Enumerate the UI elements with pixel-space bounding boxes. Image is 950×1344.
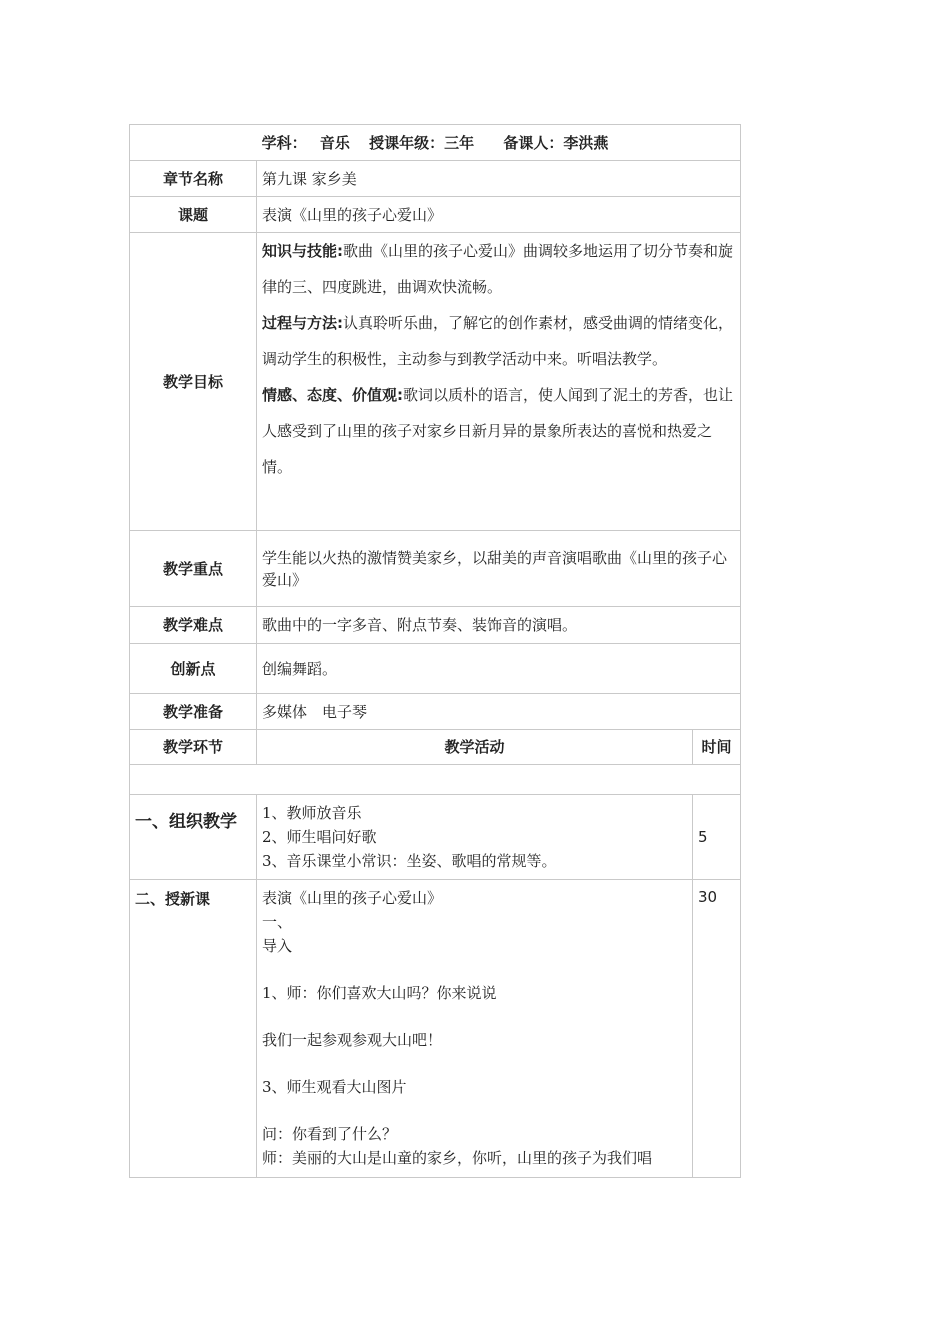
process-text: 认真聆听乐曲，了解它的创作素材，感受曲调的情绪变化，调动学生的积极性，主动参与到教学活动中来。听唱法教学。 bbox=[262, 314, 734, 368]
teacher-value: 李洪燕 bbox=[563, 133, 609, 152]
header-cell bbox=[130, 125, 741, 161]
activity-line-blank bbox=[262, 1052, 687, 1075]
stage-header: 教学环节 bbox=[130, 730, 257, 765]
activity-line: 表演《山里的孩子心爱山》 bbox=[262, 889, 443, 907]
chapter-label: 章节名称 bbox=[130, 161, 257, 197]
blank-row bbox=[130, 765, 741, 795]
preparation-label: 教学准备 bbox=[130, 694, 257, 730]
activity-line: 我们一起参观参观大山吧！ bbox=[262, 1031, 443, 1049]
activity-line-blank bbox=[262, 1005, 687, 1028]
stage-activity bbox=[257, 880, 693, 1178]
activity-line: 1、师：你们喜欢大山吗？你来说说 bbox=[262, 984, 497, 1002]
difficulty-label: 教学难点 bbox=[130, 607, 257, 644]
topic-label: 课题 bbox=[130, 197, 257, 233]
activity-line-blank bbox=[262, 958, 687, 981]
chapter-value: 第九课 家乡美 bbox=[257, 161, 741, 197]
emotion-label: 情感、态度、价值观: bbox=[262, 386, 403, 404]
goals-label: 教学目标 bbox=[130, 233, 257, 531]
preparation-row bbox=[130, 694, 741, 730]
time-header: 时间 bbox=[693, 730, 741, 765]
focus-row bbox=[130, 531, 741, 607]
focus-value: 学生能以火热的激情赞美家乡，以甜美的声音演唱歌曲《山里的孩子心爱山》 bbox=[257, 531, 741, 607]
activity-line: 3、师生观看大山图片 bbox=[262, 1078, 407, 1096]
knowledge-text: 歌曲《山里的孩子心爱山》曲调较多地运用了切分节奏和旋律的三、四度跳进，曲调欢快流畅。 bbox=[262, 242, 734, 296]
preparation-value: 多媒体 电子琴 bbox=[257, 694, 741, 730]
activity-line: 1、教师放音乐 bbox=[262, 804, 362, 822]
subject-label: 学科： bbox=[261, 133, 307, 152]
innovation-value: 创编舞蹈。 bbox=[257, 644, 741, 694]
activity-header-row bbox=[130, 730, 741, 765]
stage-name: 二、授新课 bbox=[130, 880, 257, 1178]
lesson-plan-document bbox=[129, 124, 740, 1178]
activity-line: 问：你看到了什么？ bbox=[262, 1125, 398, 1143]
goals-content bbox=[257, 233, 741, 531]
innovation-label: 创新点 bbox=[130, 644, 257, 694]
activity-line: 导入 bbox=[262, 937, 293, 955]
goal-knowledge bbox=[262, 233, 735, 305]
topic-value: 表演《山里的孩子心爱山》 bbox=[257, 197, 741, 233]
blank-cell bbox=[130, 765, 741, 795]
goals-row bbox=[130, 233, 741, 531]
activity-line: 师：美丽的大山是山童的家乡，你听，山里的孩子为我们唱 bbox=[262, 1149, 653, 1167]
difficulty-value: 歌曲中的一字多音、附点节奏、装饰音的演唱。 bbox=[257, 607, 741, 644]
difficulty-row bbox=[130, 607, 741, 644]
subject-value: 音乐 bbox=[319, 133, 350, 152]
stage-name: 一、组织教学 bbox=[130, 795, 257, 880]
grade-label: 授课年级： bbox=[369, 133, 445, 152]
stage-time: 30 bbox=[693, 880, 741, 1178]
emotion-text: 歌词以质朴的语言，使人闻到了泥土的芳香，也让人感受到了山里的孩子对家乡日新月异的景象所表达的喜悦和热爱之情。 bbox=[262, 386, 734, 476]
header-row bbox=[130, 125, 741, 161]
goal-emotion bbox=[262, 377, 735, 485]
stage-time: 5 bbox=[693, 795, 741, 880]
innovation-row bbox=[130, 644, 741, 694]
chapter-row bbox=[130, 161, 741, 197]
process-label: 过程与方法: bbox=[262, 314, 343, 332]
knowledge-label: 知识与技能: bbox=[262, 242, 343, 260]
grade-value: 三年 bbox=[444, 133, 475, 152]
stage-activity bbox=[257, 795, 693, 880]
teacher-label: 备课人： bbox=[503, 133, 564, 152]
stage-row bbox=[130, 880, 741, 1178]
activity-line: 3、音乐课堂小常识：坐姿、歌唱的常规等。 bbox=[262, 852, 557, 870]
activity-header: 教学活动 bbox=[257, 730, 693, 765]
topic-row bbox=[130, 197, 741, 233]
activity-line-blank bbox=[262, 1099, 687, 1122]
focus-label: 教学重点 bbox=[130, 531, 257, 607]
activity-line: 2、师生唱问好歌 bbox=[262, 828, 377, 846]
lesson-plan-table bbox=[129, 124, 741, 1178]
activity-line: 一、 bbox=[262, 913, 293, 931]
stage-row bbox=[130, 795, 741, 880]
goal-process bbox=[262, 305, 735, 377]
